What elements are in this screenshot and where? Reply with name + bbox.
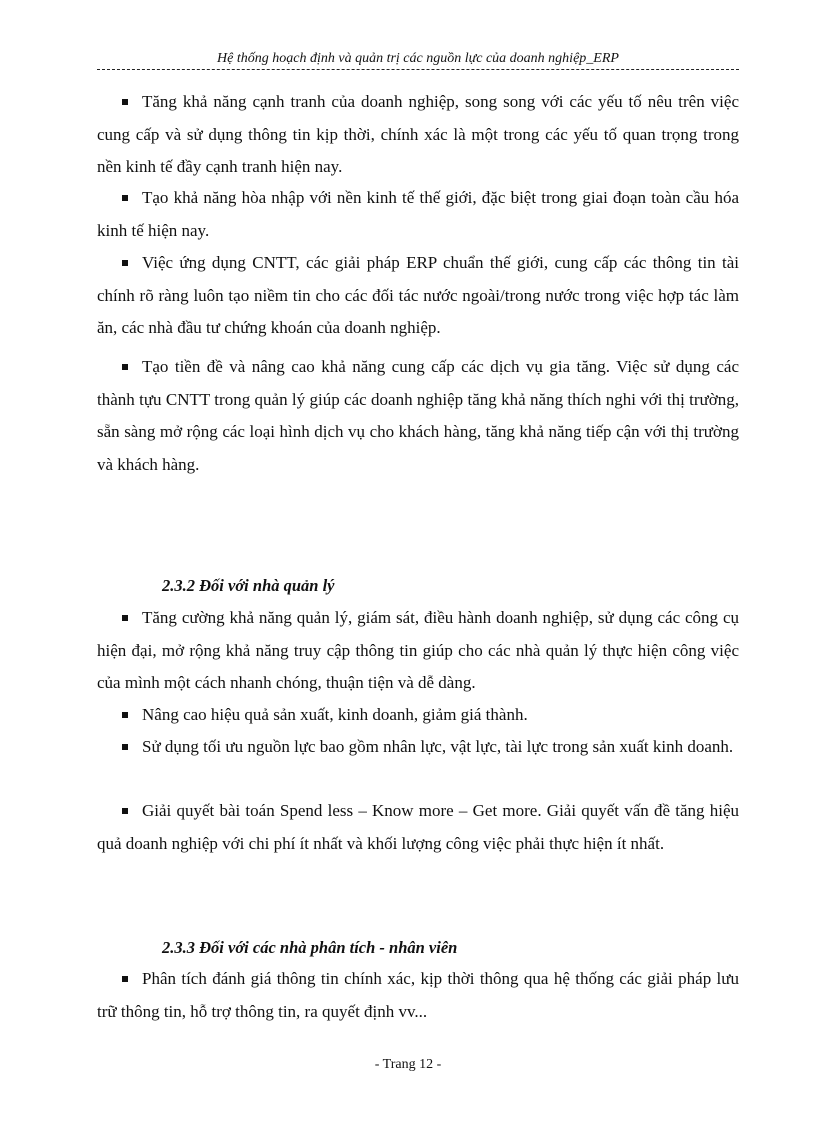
paragraph-resource-optimization: Sử dụng tối ưu nguồn lực bao gồm nhân lực, vật lực, tài lực trong sản xuất kinh doanh. bbox=[97, 731, 739, 764]
bullet-icon bbox=[122, 712, 128, 718]
bullet-icon bbox=[122, 808, 128, 814]
bullet-icon bbox=[122, 364, 128, 370]
bullet-icon bbox=[122, 744, 128, 750]
bullet-icon bbox=[122, 260, 128, 266]
paragraph-production-efficiency: Nâng cao hiệu quả sản xuất, kinh doanh, giảm giá thành. bbox=[97, 699, 739, 732]
paragraph-competitiveness: Tăng khả năng cạnh tranh của doanh nghiệp, song song với các yếu tố nêu trên việc cung cấp và sử dụng thông tin kịp thời, chính xác là một trong các yếu tố quan trọng trong nền kinh tế đầy cạnh tranh hiện nay. bbox=[97, 92, 739, 176]
paragraph-analysis: Phân tích đánh giá thông tin chính xác, kịp thời thông qua hệ thống các giải pháp lưu trữ thông tin, hỗ trợ thông tin, ra quyết định vv... bbox=[97, 969, 739, 1021]
bullet-icon bbox=[122, 99, 128, 105]
page-header bbox=[97, 49, 739, 70]
paragraph-integration: Tạo khả năng hòa nhập với nền kinh tế thế giới, đặc biệt trong giai đoạn toàn cầu hóa kinh tế hiện nay. bbox=[97, 188, 739, 240]
bullet-icon bbox=[122, 615, 128, 621]
paragraph-value-added-services: Tạo tiền đề và nâng cao khả năng cung cấp các dịch vụ gia tăng. Việc sử dụng các thành tựu CNTT trong quản lý giúp các doanh nghiệp tăng khả năng thích nghi với thị trường, sẵn sàng mở rộng các loại hình dịch vụ cho khách hàng, tăng khả năng tiếp cận với thị trường và khách hàng. bbox=[97, 357, 739, 474]
section-heading-analysts: 2.3.3 Đối với các nhà phân tích - nhân viên bbox=[162, 938, 458, 957]
paragraph-it-application: Việc ứng dụng CNTT, các giải pháp ERP chuẩn thế giới, cung cấp các thông tin tài chính rõ ràng luôn tạo niềm tin cho các đối tác nước ngoài/trong nước trong việc hợp tác làm ăn, các nhà đầu tư chứng khoán của doanh nghiệp. bbox=[97, 253, 739, 337]
page-number: - Trang 12 - bbox=[374, 1057, 442, 1072]
paragraph-management-capability: Tăng cường khả năng quản lý, giám sát, điều hành doanh nghiệp, sử dụng các công cụ hiện đại, mở rộng khả năng truy cập thông tin giúp cho các nhà quản lý thực hiện công việc của mình một cách nhanh chóng, thuận tiện và dễ dàng. bbox=[97, 608, 739, 692]
header-title: Hệ thống hoạch định và quản trị các nguồn lực của doanh nghiệp_ERP bbox=[217, 51, 619, 66]
paragraph-spend-less: Giải quyết bài toán Spend less – Know more – Get more. Giải quyết vấn đề tăng hiệu quả doanh nghiệp với chi phí ít nhất và khối lượng công việc phải thực hiện ít nhất. bbox=[97, 801, 739, 853]
bullet-icon bbox=[122, 976, 128, 982]
section-heading-managers: 2.3.2 Đối với nhà quản lý bbox=[162, 576, 335, 595]
bullet-icon bbox=[122, 195, 128, 201]
